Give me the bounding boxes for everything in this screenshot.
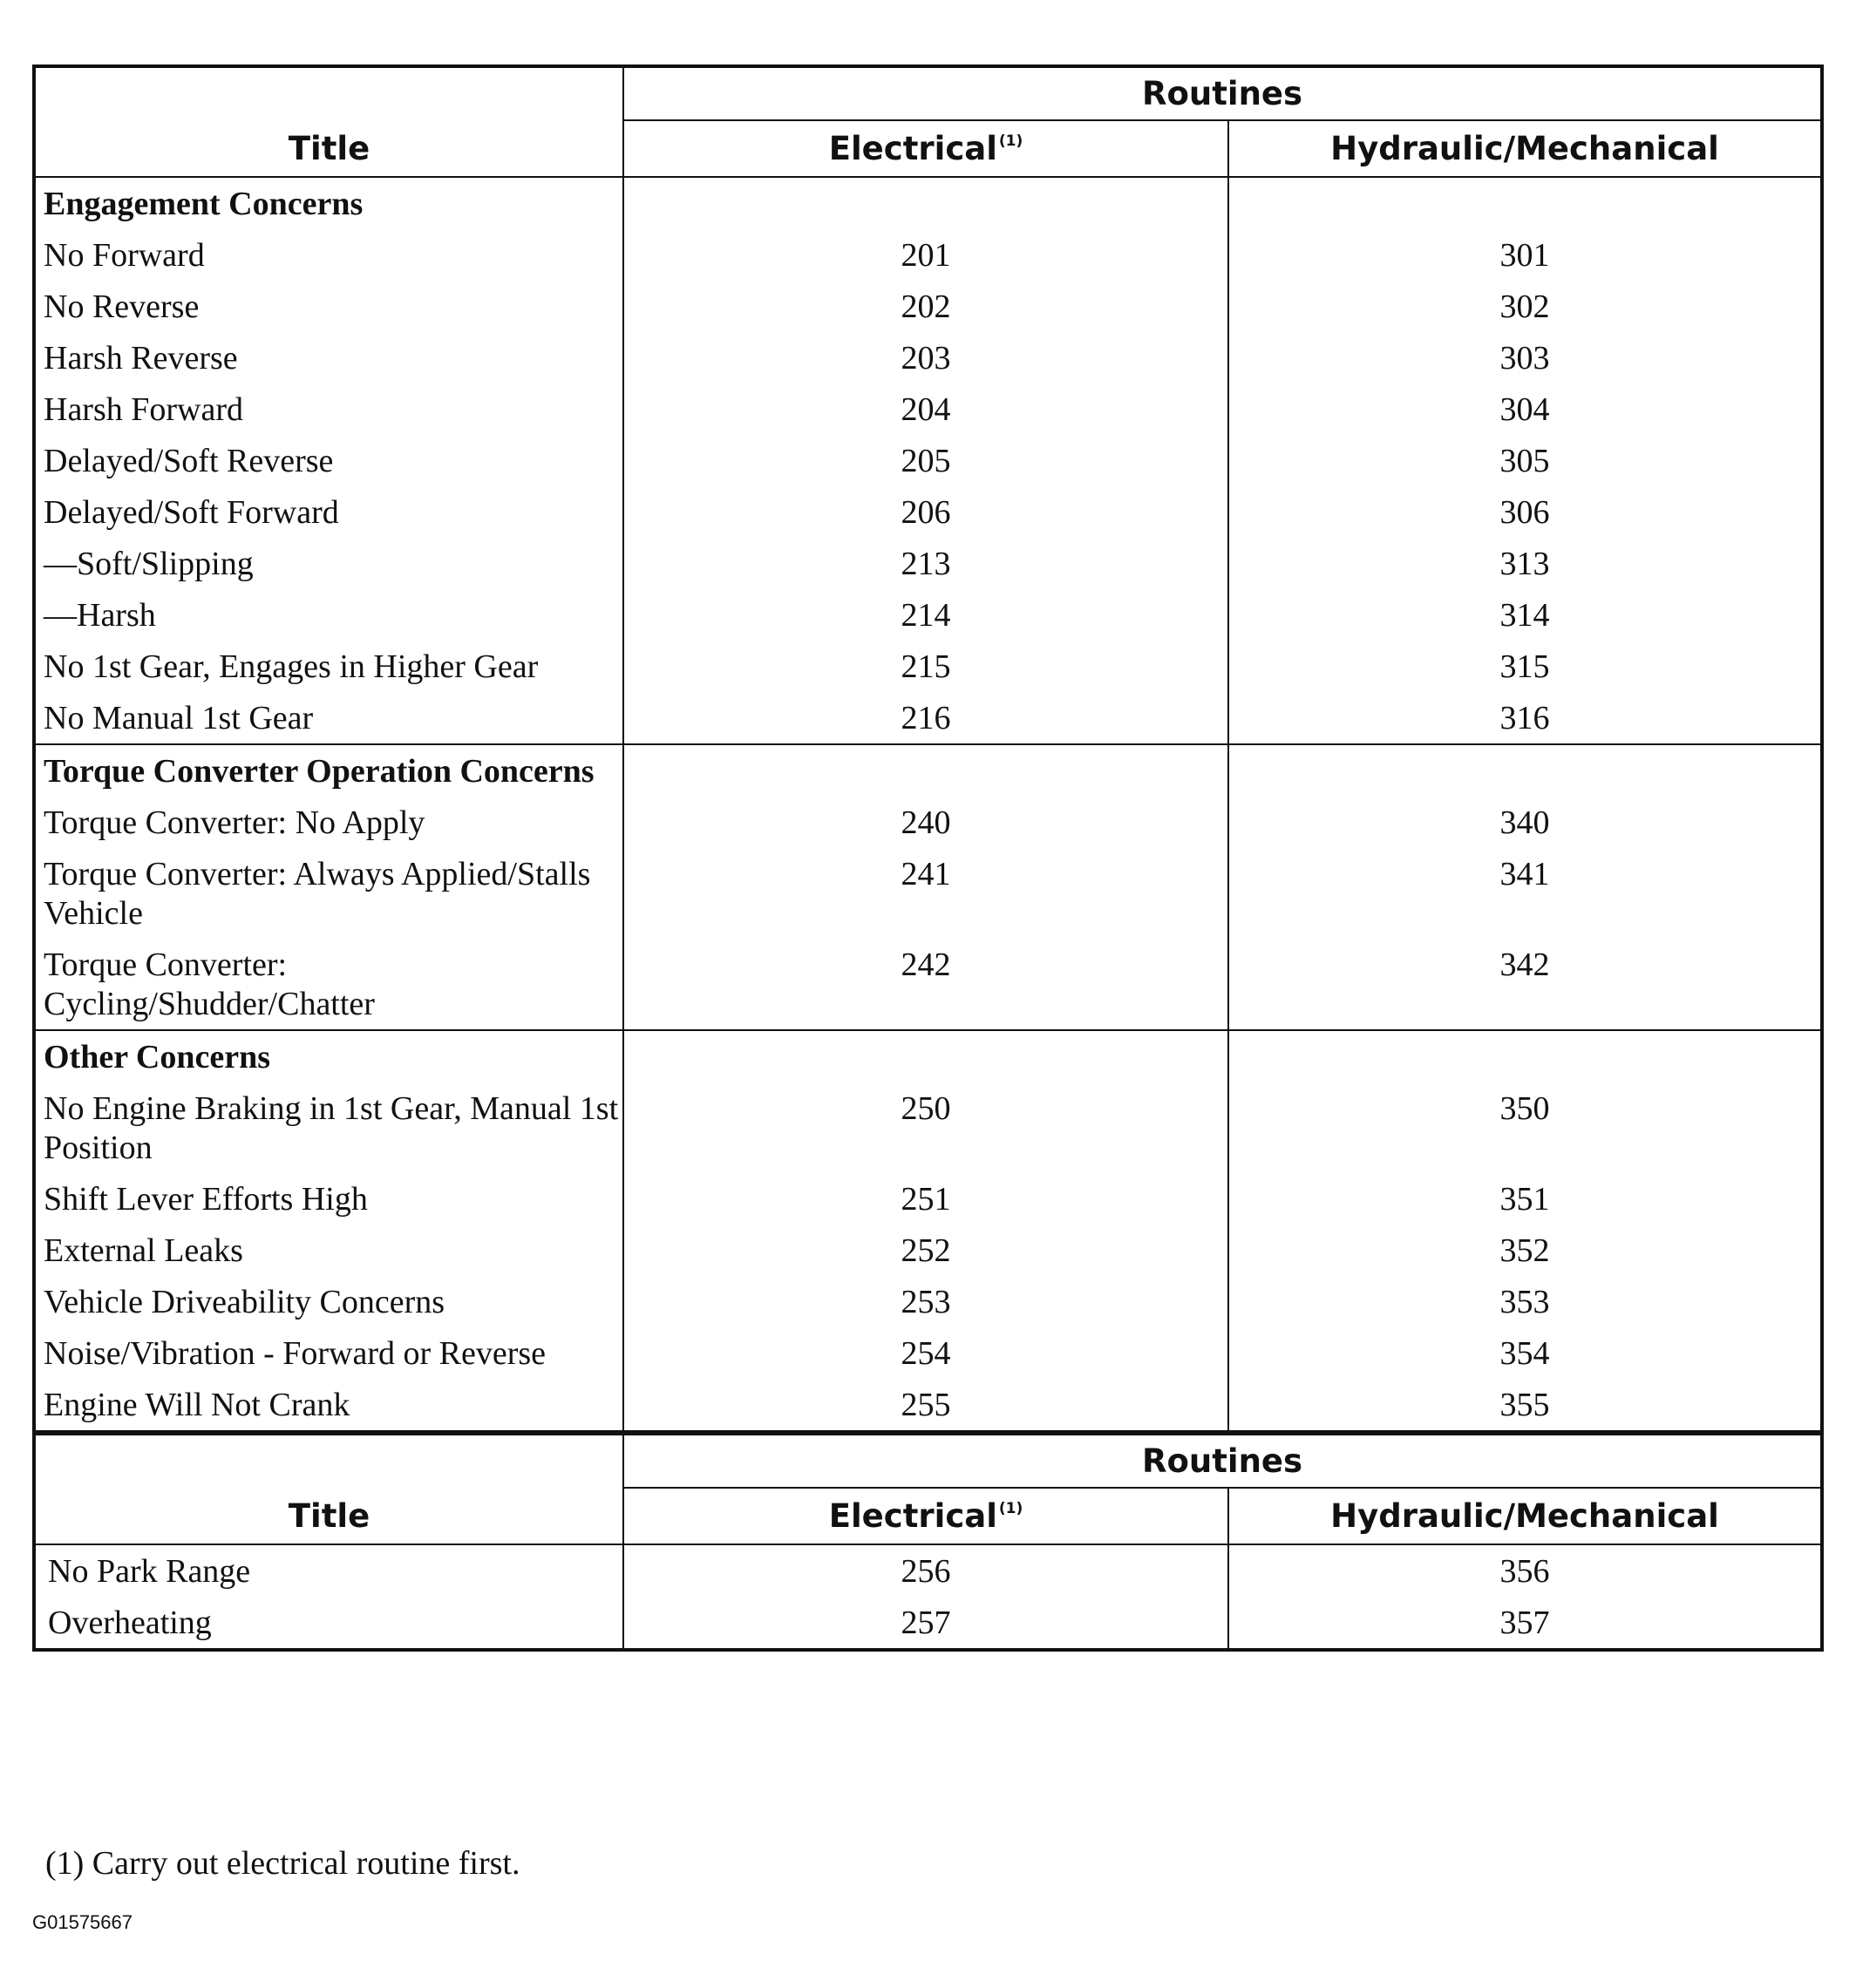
table-row bbox=[34, 939, 1822, 1030]
electrical-routine: 254 bbox=[623, 1327, 1228, 1379]
hydraulic-routine: 303 bbox=[1228, 332, 1822, 383]
electrical-routine: 202 bbox=[623, 281, 1228, 332]
row-title: Torque Converter: Cycling/Shudder/Chatter bbox=[34, 939, 623, 1030]
hydraulic-routine: 302 bbox=[1228, 281, 1822, 332]
hydraulic-routine: 350 bbox=[1228, 1082, 1822, 1173]
table-row bbox=[34, 1544, 1822, 1597]
table-row bbox=[34, 435, 1822, 486]
electrical-routine: 201 bbox=[623, 229, 1228, 281]
electrical-routine: 204 bbox=[623, 383, 1228, 435]
row-title: Delayed/Soft Reverse bbox=[34, 435, 623, 486]
hydraulic-routine: 356 bbox=[1228, 1544, 1822, 1597]
hydraulic-routine: 304 bbox=[1228, 383, 1822, 435]
row-title: External Leaks bbox=[34, 1225, 623, 1276]
electrical-column-header: Electrical $^{(1)}$ bbox=[623, 120, 1228, 177]
electrical-routine: 213 bbox=[623, 538, 1228, 589]
row-title: No Forward bbox=[34, 229, 623, 281]
section-title: Other Concerns bbox=[34, 1030, 623, 1082]
hydraulic-routine: 355 bbox=[1228, 1379, 1822, 1432]
section-header-row bbox=[34, 177, 1822, 229]
row-title: Engine Will Not Crank bbox=[34, 1379, 623, 1432]
hydraulic-routine: 306 bbox=[1228, 486, 1822, 538]
routines-table-continued bbox=[32, 1434, 1824, 1652]
table-row bbox=[34, 1082, 1822, 1173]
row-title: —Soft/Slipping bbox=[34, 538, 623, 589]
hydraulic-routine: 341 bbox=[1228, 848, 1822, 939]
electrical-routine: 205 bbox=[623, 435, 1228, 486]
hydraulic-routine: 305 bbox=[1228, 435, 1822, 486]
electrical-routine: 240 bbox=[623, 797, 1228, 848]
table-row bbox=[34, 589, 1822, 641]
hydraulic-routine: 301 bbox=[1228, 229, 1822, 281]
table-row bbox=[34, 229, 1822, 281]
section-header-row bbox=[34, 744, 1822, 797]
table-body bbox=[34, 177, 1822, 1432]
electrical-routine: 241 bbox=[623, 848, 1228, 939]
section-header-row bbox=[34, 1030, 1822, 1082]
row-title: Noise/Vibration - Forward or Reverse bbox=[34, 1327, 623, 1379]
electrical-routine: 255 bbox=[623, 1379, 1228, 1432]
electrical-routine: 215 bbox=[623, 641, 1228, 692]
table-row bbox=[34, 332, 1822, 383]
routines-header: Routines bbox=[623, 66, 1822, 120]
footnote-marker: (1) bbox=[998, 132, 1023, 150]
section-title: Torque Converter Operation Concerns bbox=[34, 744, 623, 797]
table-row bbox=[34, 641, 1822, 692]
routines-header: Routines bbox=[623, 1435, 1822, 1488]
hydraulic-routine: 314 bbox=[1228, 589, 1822, 641]
row-title: Harsh Reverse bbox=[34, 332, 623, 383]
empty-cell bbox=[623, 744, 1228, 797]
row-title: Torque Converter: No Apply bbox=[34, 797, 623, 848]
table-row bbox=[34, 1225, 1822, 1276]
footnote: (1) Carry out electrical routine first. bbox=[45, 1845, 520, 1882]
table-row bbox=[34, 797, 1822, 848]
empty-cell bbox=[1228, 1030, 1822, 1082]
table-row bbox=[34, 1173, 1822, 1225]
electrical-routine: 256 bbox=[623, 1544, 1228, 1597]
empty-cell bbox=[1228, 744, 1822, 797]
electrical-routine: 214 bbox=[623, 589, 1228, 641]
hydraulic-routine: 342 bbox=[1228, 939, 1822, 1030]
row-title: —Harsh bbox=[34, 589, 623, 641]
empty-cell bbox=[623, 1030, 1228, 1082]
row-title: No Reverse bbox=[34, 281, 623, 332]
empty-cell bbox=[1228, 177, 1822, 229]
table-row bbox=[34, 281, 1822, 332]
title-column-header: Title bbox=[34, 66, 623, 177]
table-row bbox=[34, 383, 1822, 435]
table-row bbox=[34, 1597, 1822, 1650]
hydraulic-routine: 353 bbox=[1228, 1276, 1822, 1327]
table-body-continued bbox=[34, 1544, 1822, 1650]
row-title: No 1st Gear, Engages in Higher Gear bbox=[34, 641, 623, 692]
hydraulic-column-header: Hydraulic/Mechanical bbox=[1228, 120, 1822, 177]
table-row bbox=[34, 1327, 1822, 1379]
table-row bbox=[34, 486, 1822, 538]
electrical-routine: 203 bbox=[623, 332, 1228, 383]
electrical-routine: 257 bbox=[623, 1597, 1228, 1650]
hydraulic-routine: 352 bbox=[1228, 1225, 1822, 1276]
electrical-routine: 251 bbox=[623, 1173, 1228, 1225]
document-page bbox=[32, 64, 1820, 1652]
row-title: Delayed/Soft Forward bbox=[34, 486, 623, 538]
title-column-header: Title bbox=[34, 1435, 623, 1544]
section-title: Engagement Concerns bbox=[34, 177, 623, 229]
row-title: No Manual 1st Gear bbox=[34, 692, 623, 744]
table-row bbox=[34, 1276, 1822, 1327]
row-title: Torque Converter: Always Applied/Stalls Vehicle bbox=[34, 848, 623, 939]
electrical-routine: 253 bbox=[623, 1276, 1228, 1327]
row-title: No Engine Braking in 1st Gear, Manual 1st Position bbox=[34, 1082, 623, 1173]
footnote-marker: (1) bbox=[998, 1500, 1023, 1517]
row-title: No Park Range bbox=[34, 1544, 623, 1597]
row-title: Shift Lever Efforts High bbox=[34, 1173, 623, 1225]
hydraulic-routine: 315 bbox=[1228, 641, 1822, 692]
row-title: Harsh Forward bbox=[34, 383, 623, 435]
table-row bbox=[34, 538, 1822, 589]
table-row bbox=[34, 692, 1822, 744]
electrical-routine: 206 bbox=[623, 486, 1228, 538]
hydraulic-column-header: Hydraulic/Mechanical bbox=[1228, 1488, 1822, 1544]
hydraulic-routine: 340 bbox=[1228, 797, 1822, 848]
table-row bbox=[34, 848, 1822, 939]
routines-table bbox=[32, 64, 1824, 1434]
table-row bbox=[34, 1379, 1822, 1432]
row-title: Vehicle Driveability Concerns bbox=[34, 1276, 623, 1327]
hydraulic-routine: 357 bbox=[1228, 1597, 1822, 1650]
electrical-routine: 216 bbox=[623, 692, 1228, 744]
hydraulic-routine: 313 bbox=[1228, 538, 1822, 589]
hydraulic-routine: 351 bbox=[1228, 1173, 1822, 1225]
electrical-routine: 252 bbox=[623, 1225, 1228, 1276]
electrical-routine: 242 bbox=[623, 939, 1228, 1030]
empty-cell bbox=[623, 177, 1228, 229]
electrical-routine: 250 bbox=[623, 1082, 1228, 1173]
hydraulic-routine: 354 bbox=[1228, 1327, 1822, 1379]
row-title: Overheating bbox=[34, 1597, 623, 1650]
figure-id: G01575667 bbox=[32, 1911, 133, 1933]
hydraulic-routine: 316 bbox=[1228, 692, 1822, 744]
electrical-column-header: Electrical $^{(1)}$ bbox=[623, 1488, 1228, 1544]
